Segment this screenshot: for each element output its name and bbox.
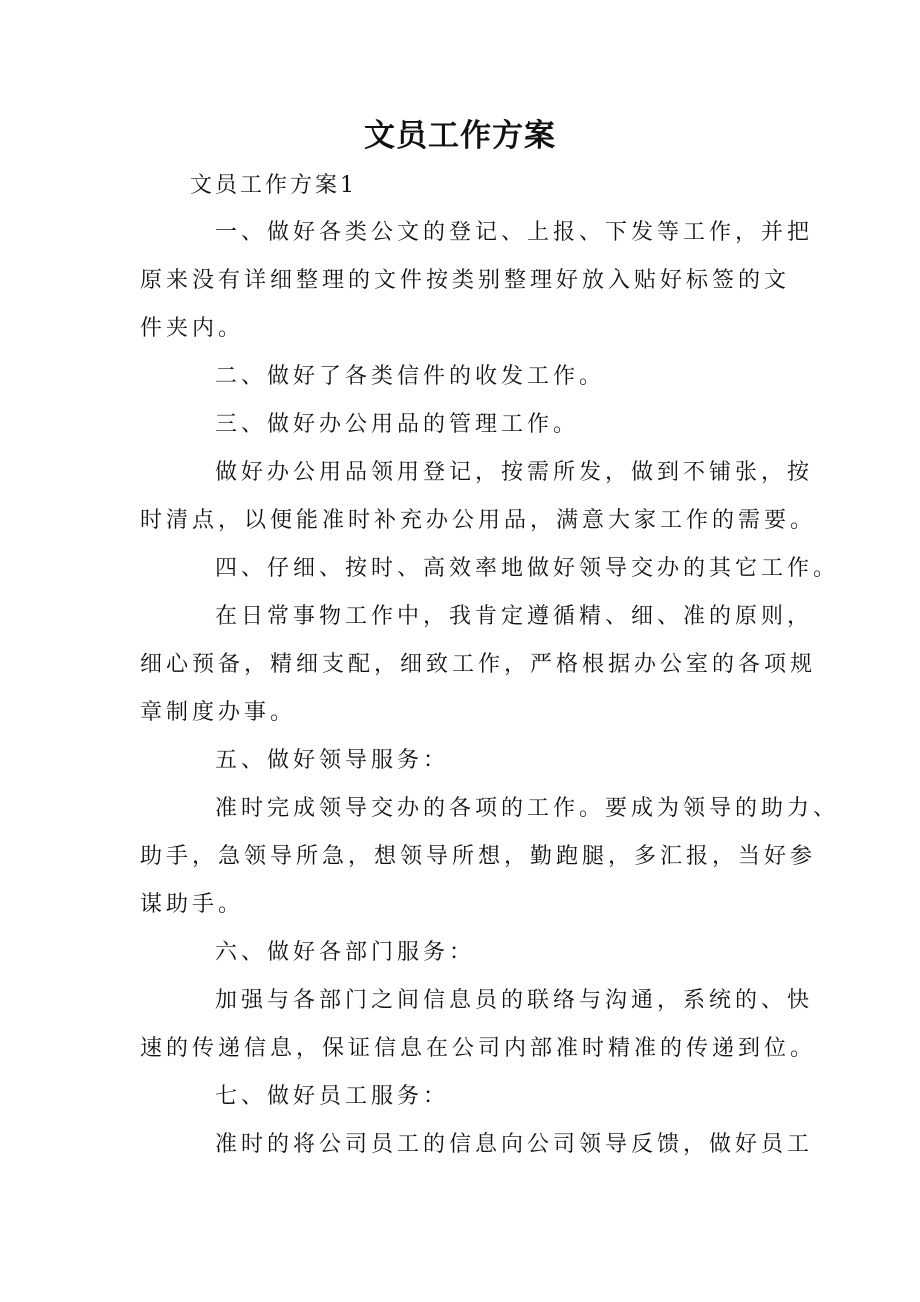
paragraph-line: 六、做好各部门服务：	[215, 940, 476, 965]
paragraph-line: 四、仔细、按时、高效率地做好领导交办的其它工作。	[215, 556, 840, 581]
paragraph-line: 速的传递信息，保证信息在公司内部准时精准的传递到位。	[140, 1036, 817, 1061]
paragraph-line: 原来没有详细整理的文件按类别整理好放入贴好标签的文	[140, 268, 791, 293]
paragraph-line: 在日常事物工作中，我肯定遵循精、细、准的原则，	[215, 604, 814, 629]
paragraph-line: 五、做好领导服务：	[215, 748, 450, 773]
paragraph-line: 准时完成领导交办的各项的工作。要成为领导的助力、	[215, 796, 840, 821]
paragraph-line: 时清点，以便能准时补充办公用品，满意大家工作的需要。	[140, 508, 817, 533]
document-title: 文员工作方案	[364, 118, 556, 154]
paragraph-line: 助手，急领导所急，想领导所想，勤跑腿，多汇报，当好参	[140, 844, 817, 869]
paragraph-line: 一、做好各类公文的登记、上报、下发等工作，并把	[215, 220, 814, 245]
paragraph-line: 件夹内。	[140, 316, 245, 341]
paragraph-line: 做好办公用品领用登记，按需所发，做到不铺张，按	[215, 460, 814, 485]
paragraph-line: 七、做好员工服务：	[215, 1084, 450, 1109]
paragraph-line: 二、做好了各类信件的收发工作。	[215, 364, 606, 389]
paragraph-line: 细心预备，精细支配，细致工作，严格根据办公室的各项规	[140, 652, 817, 677]
document-subtitle: 文员工作方案1	[190, 173, 357, 198]
paragraph-line: 三、做好办公用品的管理工作。	[215, 412, 580, 437]
paragraph-line: 加强与各部门之间信息员的联络与沟通，系统的、快	[215, 988, 814, 1013]
paragraph-line: 准时的将公司员工的信息向公司领导反馈，做好员工	[215, 1132, 814, 1157]
paragraph-line: 谋助手。	[140, 892, 245, 917]
paragraph-line: 章制度办事。	[140, 700, 297, 725]
